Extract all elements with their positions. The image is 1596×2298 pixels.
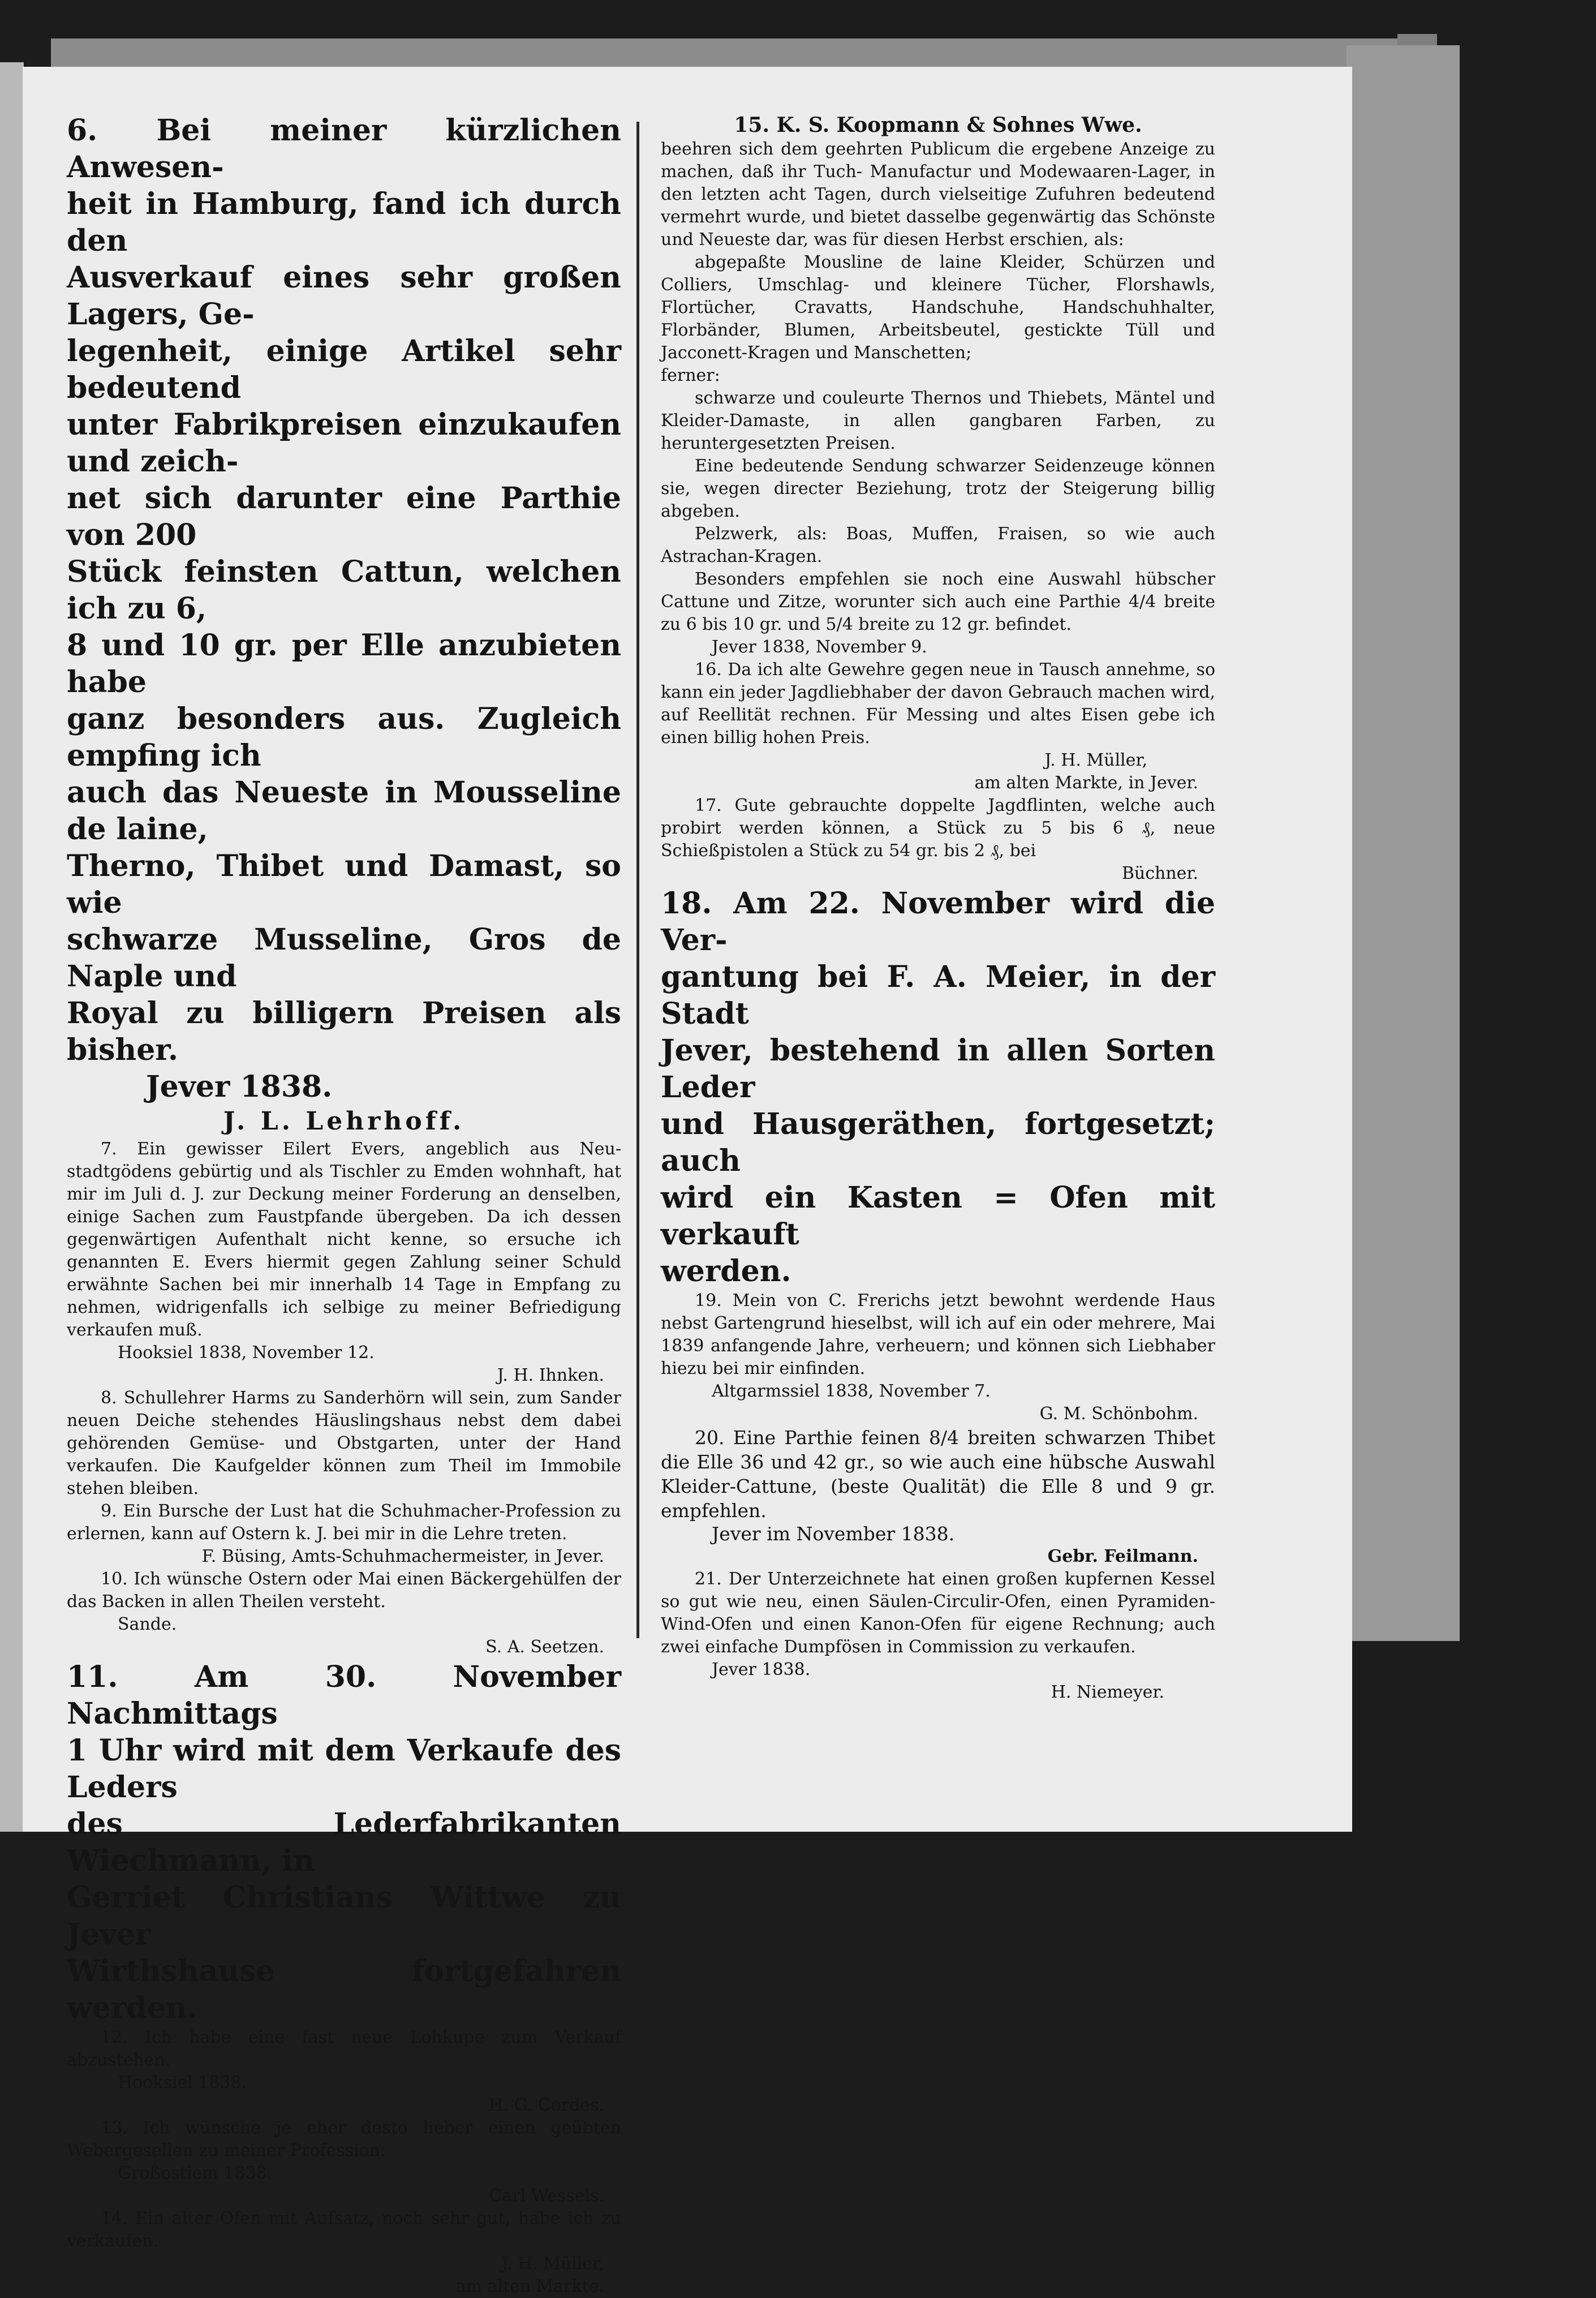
notice-6-line: Therno, Thibet und Damast, so wie — [67, 849, 621, 920]
notice-21: 21. Der Unterzeichnete hat einen großen kupfernen Kessel so gut wie neu, einen Säulen-Circulir-Ofen, einen Pyramiden-Wind-Ofen und einen Kanon-Ofen für eigene Rechnung; auch zwei einfache Dumpfösen in Commission zu verkaufen. — [661, 1569, 1215, 1657]
notice-18-line: Jever, bestehend in allen Sorten Leder — [661, 1033, 1215, 1105]
notice-6 — [67, 112, 621, 1138]
notice-7-date: Hooksiel 1838, November 12. — [118, 1343, 375, 1363]
notice-16-signature: J. H. Müller, — [1044, 750, 1147, 770]
left-column — [67, 112, 621, 2298]
notice-6-line: unter Fabrikpreisen einzukaufen und zeich- — [67, 407, 621, 479]
notice-11-line: 1 Uhr wird mit dem Verkaufe des Leders — [67, 1733, 621, 1805]
notice-13: 13. Ich wünsche je eher desto lieber einen geübten Webergesellen zu meiner Profession. — [67, 2118, 621, 2160]
notice-15-furs: Pelzwerk, als: Boas, Muffen, Fraisen, so wie auch Astrachan-Kragen. — [661, 524, 1215, 566]
column-divider — [636, 122, 639, 1638]
notice-6-line: Royal zu billigern Preisen als bisher. — [67, 996, 621, 1067]
notice-15-heading: 15. K. S. Koopmann & Sohnes Wwe. — [734, 113, 1142, 137]
notice-14: 14. Ein alter Ofen mit Aufsatz, noch sehr gut, habe ich zu verkaufen. — [67, 2209, 621, 2251]
notice-15-items-2: schwarze und couleurte Thernos und Thiebets, Mäntel und Kleider-Damaste, in allen gangbaren Farben, zu heruntergesetzten Preisen. — [661, 388, 1215, 453]
notice-11-line: des Lederfabrikanten Wiechmann, in — [67, 1807, 621, 1878]
notice-6-line: ganz besonders aus. Zugleich empfing ich — [67, 702, 621, 773]
notice-10: 10. Ich wünsche Ostern oder Mai einen Bäckergehülfen der das Backen in allen Theilen versteht. — [67, 1569, 621, 1612]
notice-6-line: schwarze Musseline, Gros de Naple und — [67, 922, 621, 994]
notice-18-line: gantung bei F. A. Meier, in der Stadt — [661, 960, 1215, 1031]
notice-17-signature: Büchner. — [1121, 864, 1198, 883]
notice-9: 9. Ein Bursche der Lust hat die Schuhmacher-Profession zu erlernen, kann auf Ostern k. J. bei mir in die Lehre treten. — [67, 1501, 621, 1544]
facing-page-edge — [0, 62, 24, 1832]
notice-6-line: heit in Hamburg, fand ich durch den — [67, 187, 621, 258]
notice-20-date: Jever im November 1838. — [712, 1523, 955, 1545]
notice-11-line: 11. Am 30. November Nachmittags — [67, 1660, 621, 1731]
notice-15-intro: beehren sich dem geehrten Publicum die ergebene Anzeige zu machen, daß ihr Tuch- Manufactur und Modewaaren-Lager, in den letzten acht Tagen, durch vielseitige Zufuhren bedeutend vermehrt wurde, und bietet dasselbe gegenwärtig das Schönste und Neueste dar, was für diesen Herbst erschien, als: — [661, 139, 1215, 250]
notice-18 — [661, 885, 1215, 1290]
notice-7: 7. Ein gewisser Eilert Evers, angeblich aus Neu-stadtgödens gebürtig und als Tischler zu Emden wohnhaft, hat mir im Juli d. J. zur Deckung meiner Forderung an denselben, einige Sachen zum Faustpfande übergeben. Da ich dessen gegenwärtigen Aufenthalt nicht kenne, so ersuche ich genannten E. Evers hiermit gegen Zahlung seiner Schuld erwähnte Sachen bei mir innerhalb 14 Tage in Empfang zu nehmen, widrigenfalls ich selbige zu meiner Befriedigung verkaufen muß. — [67, 1139, 621, 1340]
notice-20-signature: Gebr. Feilmann. — [1047, 1547, 1198, 1566]
back-pages-right-edge — [1347, 45, 1460, 1641]
notice-10-signature: S. A. Seetzen. — [485, 1637, 604, 1657]
notice-6-date: Jever 1838. — [146, 1069, 333, 1104]
right-column — [661, 112, 1215, 1704]
notice-19-signature: G. M. Schönbohm. — [1039, 1404, 1198, 1424]
notice-18-line: und Hausgeräthen, fortgesetzt; auch — [661, 1107, 1215, 1178]
notice-21-signature: H. Niemeyer. — [1051, 1682, 1164, 1702]
notice-14-signature: J. H. Müller, — [501, 2254, 604, 2274]
notice-6-line: net sich darunter eine Parthie von 200 — [67, 481, 621, 552]
notice-15-cotton: Besonders empfehlen sie noch eine Auswahl hübscher Cattune und Zitze, worunter sich auch eine Parthie 4/4 breite zu 6 bis 10 gr. und 5/4 breite zu 12 gr. befindet. — [661, 569, 1215, 634]
notice-14-signature-address: am alten Markte. — [455, 2276, 604, 2296]
notice-20: 20. Eine Parthie feinen 8/4 breiten schwarzen Thibet die Elle 36 und 42 gr., so wie auch eine hübsche Auswahl Kleider-Cattune, (beste Qualität) die Elle 8 und 9 gr. empfehlen. — [661, 1427, 1215, 1522]
notice-8: 8. Schullehrer Harms zu Sanderhörn will sein, zum Sander neuen Deiche stehendes Häuslingshaus nebst dem dabei gehörenden Gemüse- und Obstgarten, unter der Hand verkaufen. Die Kaufgelder können zum Theil im Immobile stehen bleiben. — [67, 1388, 621, 1498]
notice-16: 16. Da ich alte Gewehre gegen neue in Tausch annehme, so kann ein jeder Jagdliebhaber der davon Gebrauch machen wird, auf Reellität rechnen. Für Messing und altes Eisen gebe ich einen billig hohen Preis. — [661, 660, 1215, 748]
notice-21-date: Jever 1838. — [712, 1660, 811, 1680]
notice-7-signature: J. H. Ihnken. — [497, 1365, 604, 1385]
notice-6-signature: J. L. Lehrhoff. — [223, 1107, 465, 1136]
notice-11-line: Gerriet Christians Wittwe zu Jever — [67, 1880, 621, 1952]
notice-18-line: wird ein Kasten = Ofen mit verkauft — [661, 1180, 1215, 1252]
notice-11-line: Wirthshause fortgefahren werden. — [67, 1954, 621, 2025]
notice-12-signature: H. G. Cordes. — [488, 2095, 604, 2115]
notice-6-line: auch das Neueste in Mousseline de laine, — [67, 775, 621, 847]
notice-15-silk: Eine bedeutende Sendung schwarzer Seidenzeuge können sie, wegen directer Beziehung, trotz der Steigerung billig abgeben. — [661, 456, 1215, 521]
notice-12-date: Hooksiel 1838. — [118, 2073, 247, 2093]
notice-19: 19. Mein von C. Frerichs jetzt bewohnt werdende Haus nebst Gartengrund hieselbst, will ich auf ein oder mehrere, Mai 1839 anfangende Jahre, verheuern; und können sich Liebhaber hiezu bei mir einfinden. — [661, 1291, 1215, 1378]
notice-9-signature: F. Büsing, Amts-Schuhmachermeister, in Jever. — [201, 1547, 604, 1566]
notice-6-line: legenheit, einige Artikel sehr bedeutend — [67, 334, 621, 405]
notice-6-line: Ausverkauf eines sehr großen Lagers, Ge- — [67, 260, 621, 332]
notice-15-date: Jever 1838, November 9. — [712, 637, 927, 657]
notice-19-date: Altgarmssiel 1838, November 7. — [712, 1381, 991, 1401]
notice-6-line: 8 und 10 gr. per Elle anzubieten habe — [67, 628, 621, 699]
notice-16-signature-address: am alten Markte, in Jever. — [974, 773, 1198, 793]
notice-6-line: Stück feinsten Cattun, welchen ich zu 6, — [67, 555, 621, 626]
notice-11 — [67, 1659, 621, 2026]
notice-18-line: werden. — [661, 1254, 791, 1288]
notice-6-line: 6. Bei meiner kürzlichen Anwesen- — [67, 113, 621, 184]
notice-13-date: Großostiem 1838. — [118, 2163, 273, 2183]
notice-12: 12. Ich habe eine fast neue Lohkupe zum Verkauf abzustehen. — [67, 2028, 621, 2070]
notice-17: 17. Gute gebrauchte doppelte Jagdflinten, welche auch probirt werden können, a Stück zu 5 bis 6 ₰, neue Schießpistolen a Stück zu 54 gr. bis 2 ₰, bei — [661, 796, 1215, 861]
notice-10-place: Sande. — [118, 1614, 177, 1634]
notice-15-ferner: ferner: — [661, 366, 720, 385]
notice-15-items: abgepaßte Mousline de laine Kleider, Schürzen und Colliers, Umschlag- und kleinere Tücher, Florshawls, Flortücher, Cravatts, Handschuhe, Handschuhhalter, Florbänder, Blumen, Arbeitsbeutel, gestickte Tüll und Jacconett-Kragen und Manschetten; — [661, 252, 1215, 363]
notice-18-line: 18. Am 22. November wird die Ver- — [661, 886, 1215, 957]
notice-13-signature: Carl Wessels. — [489, 2186, 604, 2206]
